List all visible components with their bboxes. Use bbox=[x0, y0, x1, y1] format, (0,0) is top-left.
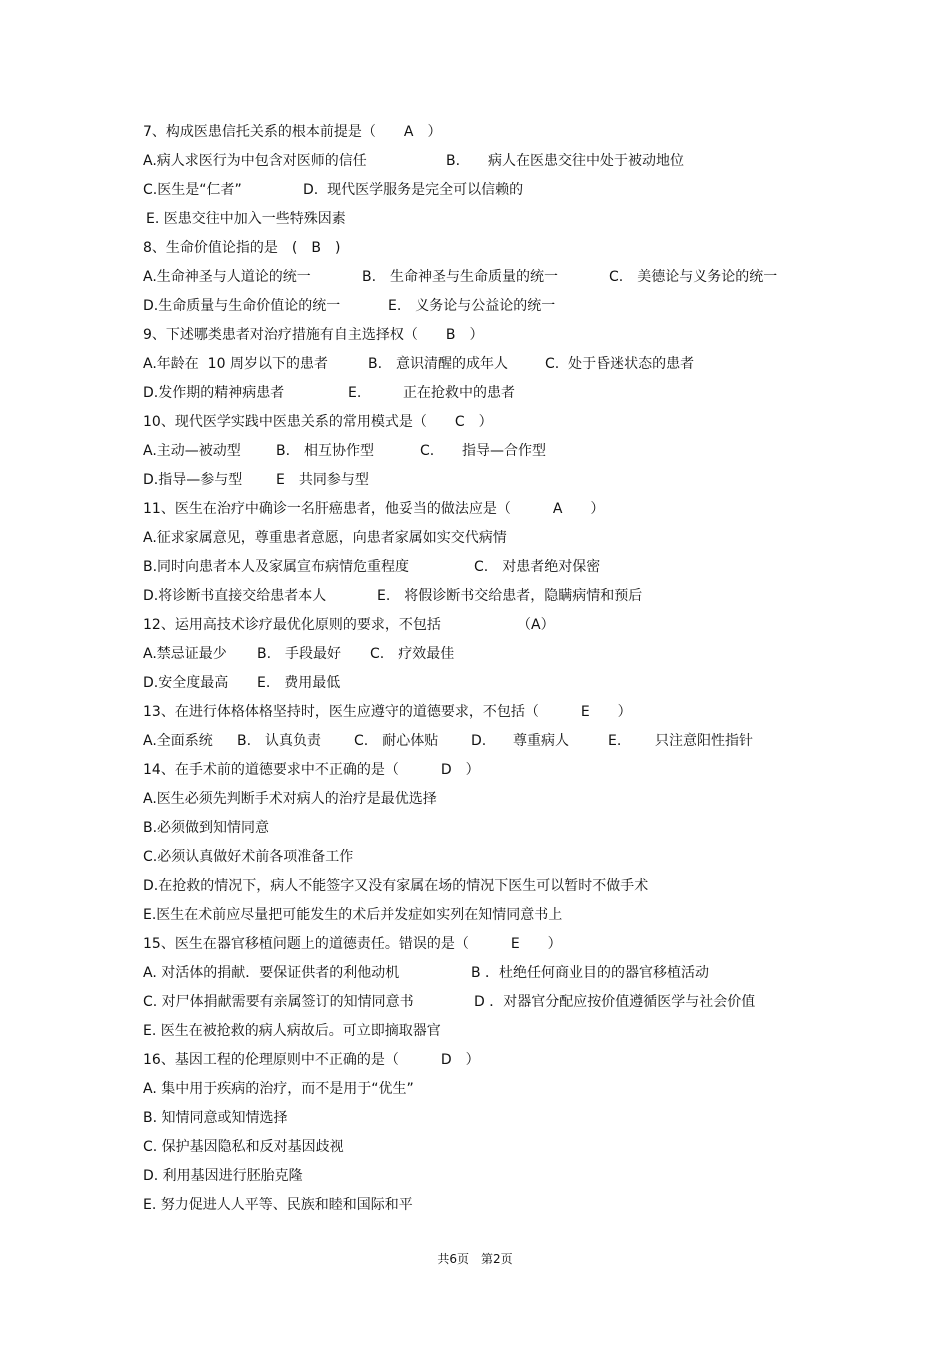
option-c-letter: C. bbox=[420, 443, 435, 459]
question-text: 11、医生在治疗中确诊一名肝癌患者，他妥当的做法应是（ A ） bbox=[143, 501, 605, 517]
option-e: E. 医生在被抢救的病人病故后。可立即摘取器官 bbox=[143, 1023, 441, 1039]
option-e-letter: E. bbox=[348, 385, 362, 401]
option-line bbox=[0, 849, 354, 865]
option-line bbox=[0, 356, 695, 372]
option-a: A.全面系统 bbox=[143, 733, 213, 749]
option-e-letter: E. bbox=[608, 733, 622, 749]
option-line bbox=[0, 791, 437, 807]
option-line bbox=[0, 1197, 413, 1213]
option-line bbox=[0, 153, 685, 169]
option-line bbox=[0, 1110, 288, 1126]
option-b: B ．杜绝任何商业目的的器官移植活动 bbox=[471, 965, 710, 981]
question-text: 15、医生在器官移植问题上的道德责任。错误的是（ E ） bbox=[143, 936, 562, 952]
option-c: C.医生是“仁者” bbox=[143, 182, 242, 198]
option-a: A.医生必须先判断手术对病人的治疗是最优选择 bbox=[143, 791, 437, 807]
question-text: 10、现代医学实践中医患关系的常用模式是（ C ） bbox=[143, 414, 493, 430]
option-b: B.必须做到知情同意 bbox=[143, 820, 270, 836]
question-text: 14、在手术前的道德要求中不正确的是（ D ） bbox=[143, 762, 480, 778]
option-line bbox=[0, 733, 753, 749]
option-line bbox=[0, 443, 546, 459]
option-d-letter: D. bbox=[471, 733, 487, 749]
option-d: D. 现代医学服务是完全可以信赖的 bbox=[303, 182, 524, 198]
question-text: 8、生命价值论指的是 ( B ) bbox=[143, 240, 341, 256]
answer: （A） bbox=[517, 617, 555, 633]
question-text: 12、运用高技术诊疗最优化原则的要求，不包括 bbox=[143, 617, 441, 633]
option-a: A.主动—被动型 bbox=[143, 443, 241, 459]
question-text: 13、在进行体格体格坚持时，医生应遵守的道德要求，不包括（ E ） bbox=[143, 704, 632, 720]
option-line bbox=[0, 1139, 344, 1155]
option-b: B.同时向患者本人及家属宣布病情危重程度 bbox=[143, 559, 410, 575]
option-a: A.病人求医行为中包含对医师的信任 bbox=[143, 153, 367, 169]
question-text: 7、构成医患信托关系的根本前提是（ A ） bbox=[143, 124, 442, 140]
option-a: A. 对活体的捐献．要保证供者的利他动机 bbox=[143, 965, 400, 981]
option-d: D.安全度最高 bbox=[143, 675, 229, 691]
option-line bbox=[0, 530, 507, 546]
option-line bbox=[0, 269, 778, 285]
option-line bbox=[0, 994, 756, 1010]
option-c: C. 美德论与义务论的统一 bbox=[609, 269, 778, 285]
option-d: D.指导—参与型 bbox=[143, 472, 243, 488]
question-text: 9、下述哪类患者对治疗措施有自主选择权（ B ） bbox=[143, 327, 484, 343]
option-d: D.将诊断书直接交给患者本人 bbox=[143, 588, 327, 604]
question-16 bbox=[0, 1052, 480, 1068]
question-11 bbox=[0, 501, 605, 517]
option-d-text: 尊重病人 bbox=[513, 733, 569, 749]
question-8 bbox=[0, 240, 341, 256]
option-e-text: 正在抢救中的患者 bbox=[403, 385, 515, 401]
question-7 bbox=[0, 124, 442, 140]
option-e: E. 将假诊断书交给患者，隐瞒病情和预后 bbox=[377, 588, 643, 604]
option-line bbox=[0, 965, 710, 981]
option-line bbox=[0, 385, 515, 401]
option-line bbox=[0, 588, 643, 604]
option-b: B. 病人在医患交往中处于被动地位 bbox=[446, 153, 685, 169]
option-line bbox=[0, 182, 524, 198]
option-a: A.征求家属意见，尊重患者意愿，向患者家属如实交代病情 bbox=[143, 530, 507, 546]
option-e: E.医生在术前应尽量把可能发生的术后并发症如实列在知情同意书上 bbox=[143, 907, 563, 923]
option-line bbox=[0, 878, 649, 894]
option-b: B. 手段最好 bbox=[257, 646, 342, 662]
option-a: A.年龄在 10 周岁以下的患者 bbox=[143, 356, 328, 372]
option-c: C. 对患者绝对保密 bbox=[474, 559, 601, 575]
option-line bbox=[0, 646, 455, 662]
page-footer: 共6页 第2页 bbox=[437, 1252, 513, 1266]
option-line bbox=[0, 907, 563, 923]
option-d: D ．对器官分配应按价值遵循医学与社会价值 bbox=[474, 994, 756, 1010]
option-line bbox=[0, 820, 270, 836]
option-line bbox=[0, 1081, 414, 1097]
question-9 bbox=[0, 327, 484, 343]
option-c: C. 对尸体捐献需要有亲属签订的知情同意书 bbox=[143, 994, 414, 1010]
option-d: D. 利用基因进行胚胎克隆 bbox=[143, 1168, 303, 1184]
option-d: D.生命质量与生命价值论的统一 bbox=[143, 298, 341, 314]
option-line bbox=[0, 1023, 441, 1039]
option-e: E 共同参与型 bbox=[276, 472, 369, 488]
option-e: E. 努力促进人人平等、民族和睦和国际和平 bbox=[143, 1197, 413, 1213]
option-d: D.发作期的精神病患者 bbox=[143, 385, 285, 401]
option-c: C. 耐心体贴 bbox=[354, 733, 439, 749]
question-10 bbox=[0, 414, 493, 430]
option-b: B. 认真负责 bbox=[237, 733, 322, 749]
option-c-text: 指导—合作型 bbox=[462, 443, 546, 459]
question-13 bbox=[0, 704, 632, 720]
option-a: A.禁忌证最少 bbox=[143, 646, 227, 662]
option-b: B. 知情同意或知情选择 bbox=[143, 1110, 288, 1126]
question-15 bbox=[0, 936, 562, 952]
option-e: E. 费用最低 bbox=[257, 675, 341, 691]
option-c: C. 处于昏迷状态的患者 bbox=[545, 356, 695, 372]
question-12 bbox=[0, 617, 555, 633]
option-e-text: 只注意阳性指针 bbox=[655, 733, 753, 749]
question-text: 16、基因工程的伦理原则中不正确的是（ D ） bbox=[143, 1052, 480, 1068]
option-line bbox=[0, 675, 341, 691]
option-e: E. 医患交往中加入一些特殊因素 bbox=[146, 211, 346, 227]
option-line bbox=[0, 1168, 303, 1184]
option-line bbox=[0, 559, 601, 575]
option-a: A.生命神圣与人道论的统一 bbox=[143, 269, 311, 285]
option-c: C.必须认真做好术前各项准备工作 bbox=[143, 849, 354, 865]
option-line bbox=[0, 472, 369, 488]
option-b: B. 生命神圣与生命质量的统一 bbox=[362, 269, 559, 285]
option-d: D.在抢救的情况下，病人不能签字又没有家属在场的情况下医生可以暂时不做手术 bbox=[143, 878, 649, 894]
option-line bbox=[0, 211, 346, 227]
option-c: C. 保护基因隐私和反对基因歧视 bbox=[143, 1139, 344, 1155]
question-14 bbox=[0, 762, 480, 778]
option-b: B. 意识清醒的成年人 bbox=[368, 356, 509, 372]
option-e: E. 义务论与公益论的统一 bbox=[388, 298, 556, 314]
option-b: B. 相互协作型 bbox=[276, 443, 375, 459]
option-line bbox=[0, 298, 556, 314]
option-a: A. 集中用于疾病的治疗，而不是用于“优生” bbox=[143, 1081, 414, 1097]
option-c: C. 疗效最佳 bbox=[370, 646, 455, 662]
